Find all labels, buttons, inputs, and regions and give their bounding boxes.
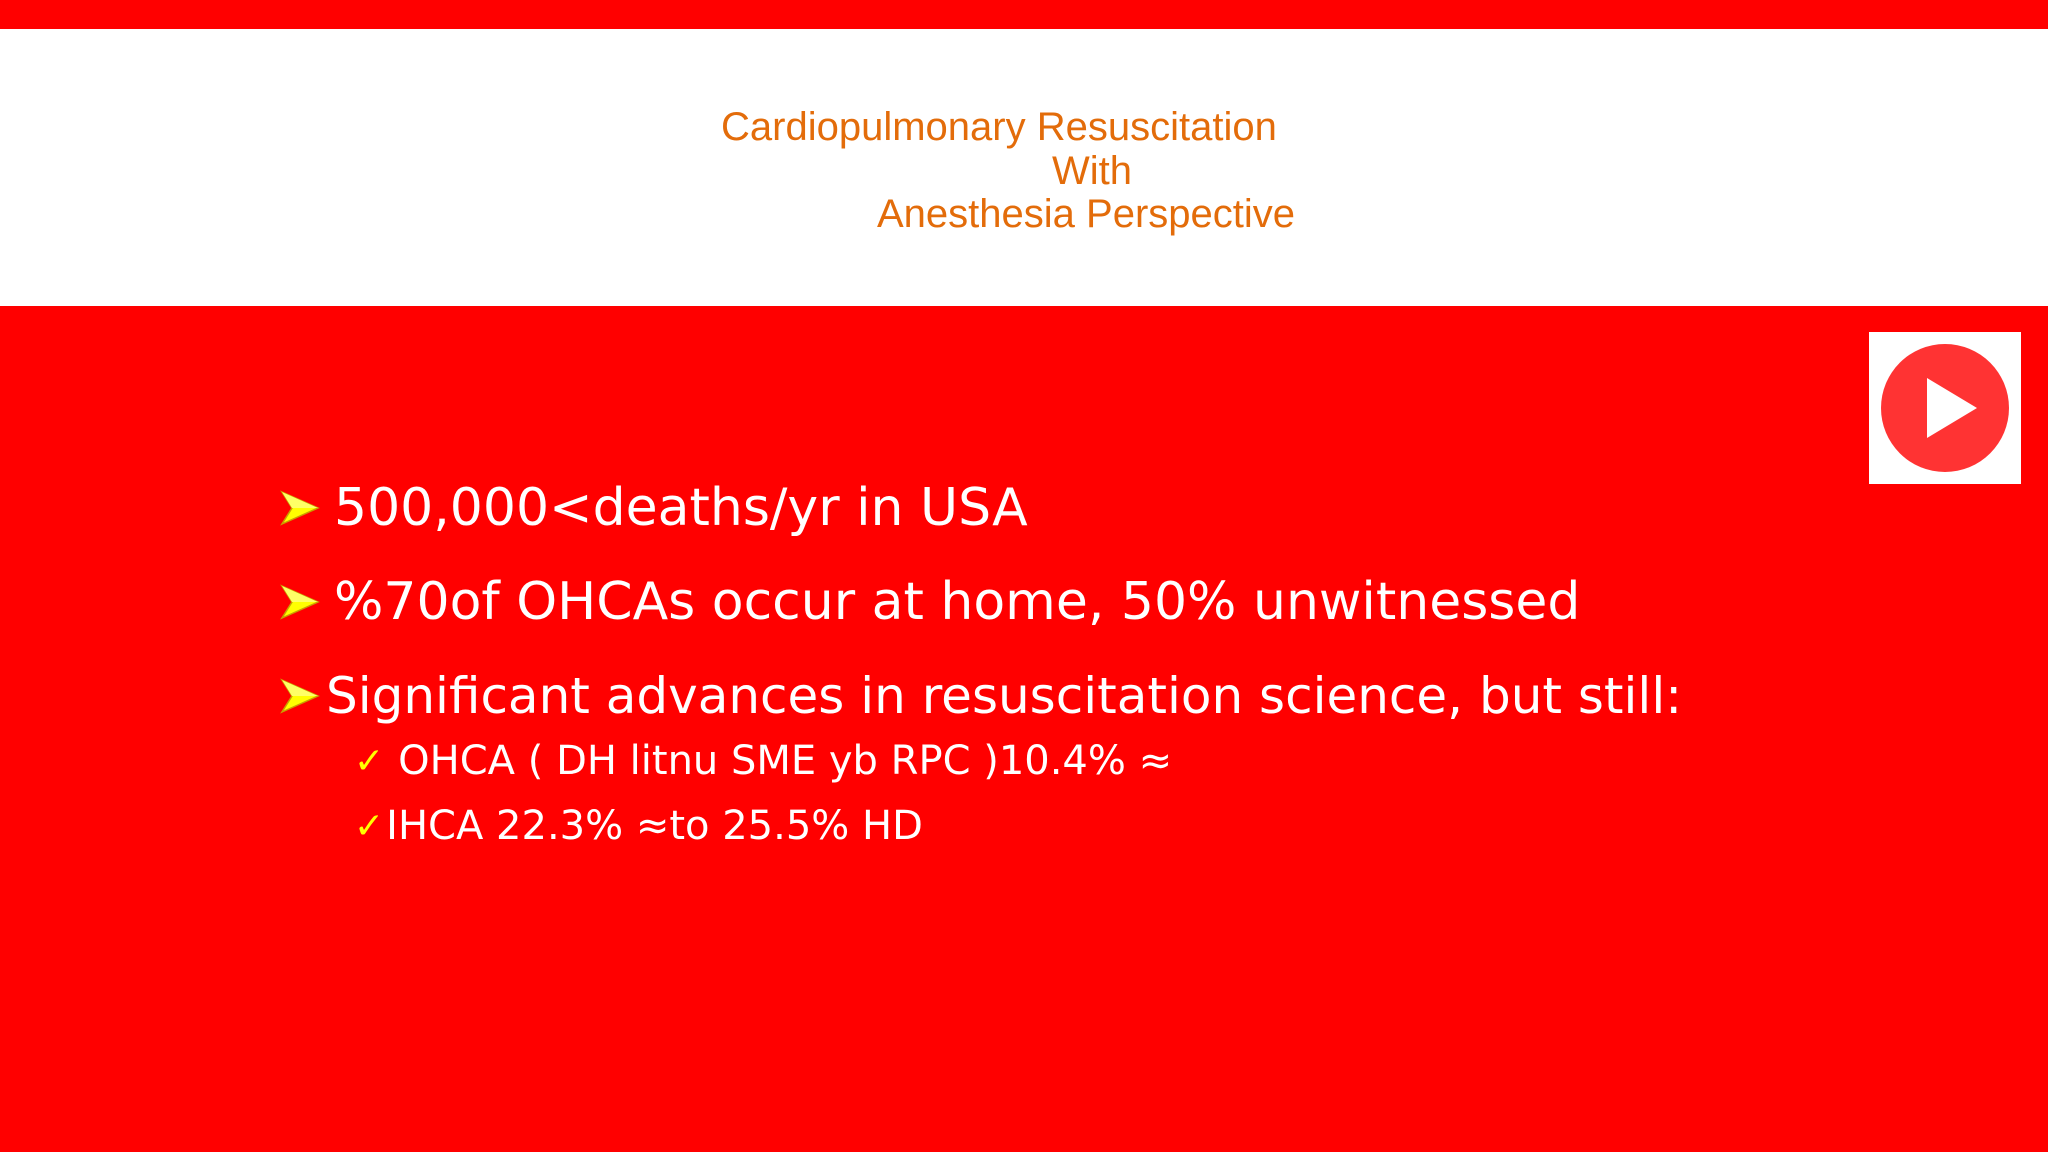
checkmark-icon: ✓	[354, 740, 385, 782]
bullet-text: 500,000<deaths/yr in USA	[334, 478, 1028, 538]
bullet-item	[280, 478, 1028, 538]
play-icon	[1879, 342, 2011, 474]
bullet-text: %70of OHCAs occur at home, 50% unwitnessed	[334, 572, 1581, 632]
bullet-item	[280, 667, 1682, 725]
sub-bullet-text: IHCA 22.3% ≈to 25.5% HD	[386, 803, 923, 849]
bullet-item	[280, 572, 1580, 632]
sub-bullet-text: OHCA ( DH litnu SME yb RPC )10.4% ≈	[398, 738, 1173, 784]
title-band	[0, 29, 2048, 306]
title-line-1: Cardiopulmonary Resuscitation	[721, 105, 1277, 149]
checkmark-icon: ✓	[354, 805, 385, 847]
arrowhead-icon	[280, 488, 320, 528]
arrowhead-icon	[280, 676, 320, 716]
bullet-text: Significant advances in resuscitation science, but still:	[326, 667, 1683, 725]
arrowhead-icon	[280, 582, 320, 622]
sub-bullet-item	[354, 738, 1172, 784]
sub-bullet-item	[354, 803, 923, 849]
title-line-2: With	[1052, 149, 1132, 193]
play-button[interactable]	[1869, 332, 2021, 484]
title-line-3: Anesthesia Perspective	[877, 192, 1296, 236]
